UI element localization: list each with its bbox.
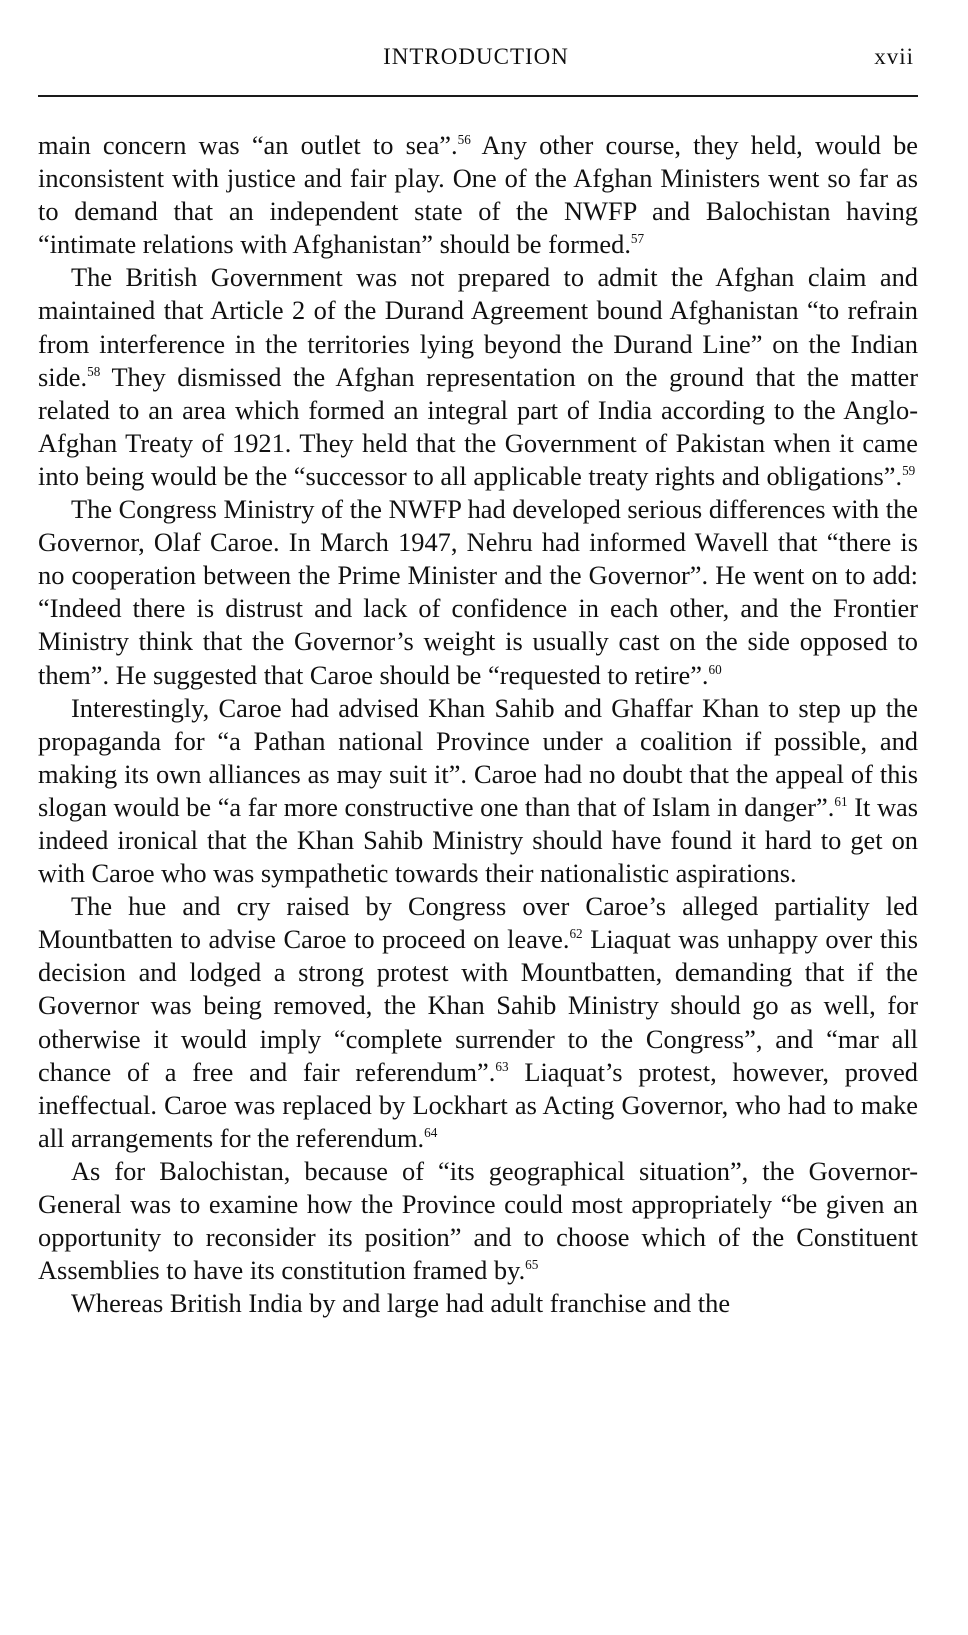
footnote-marker: 63 bbox=[495, 1058, 509, 1074]
footnote-marker: 62 bbox=[569, 926, 583, 942]
paragraph bbox=[38, 261, 918, 493]
text-run: Interestingly, Caroe had advised Khan Sahib and Ghaffar Khan to step up the propaganda for “a Pathan national Province under a coalition if possible, and making its own alliances as may suit it”. Caroe had no doubt that the appeal of this slogan would be “a far more constructive one than that of Islam in danger”. bbox=[38, 692, 918, 822]
paragraph bbox=[38, 129, 918, 261]
text-run: Liaquat was unhappy over this decision and lodged a strong protest with Mountbatten, demanding that if the Governor was being removed, the Khan Sahib Ministry should go as well, for otherwise it would imply “complete surrender to the Congress”, and “mar all chance of a free and fair referendum”. bbox=[38, 924, 918, 1087]
text-run: The British Government was not prepared to admit the Afghan claim and maintained that Article 2 of the Durand Agreement bound Afghanistan “to refrain from interference in the territories lying beyond the Durand Line” on the Indian side. bbox=[38, 262, 918, 392]
footnote-marker: 58 bbox=[87, 363, 101, 379]
text-run: Whereas British India by and large had adult franchise and the bbox=[71, 1288, 731, 1319]
text-run: main concern was “an outlet to sea”. bbox=[38, 130, 458, 160]
footnote-marker: 59 bbox=[902, 463, 916, 479]
footnote-marker: 60 bbox=[708, 661, 722, 677]
text-run: Any other course, they held, would be inconsistent with justice and fair play. One of the Afghan Ministers went so far as to demand that an independent state of the NWFP and Balochistan having “intimate relations with Afghanistan” should be formed. bbox=[38, 130, 918, 260]
paragraph bbox=[38, 692, 918, 891]
footnote-marker: 56 bbox=[457, 132, 471, 148]
text-run: They dismissed the Afghan representation on the ground that the matter related to an area which formed an integral part of India according to the Anglo-Afghan Treaty of 1921. They held that the Government of Pakistan when it came into being would be the “successor to all applicable treaty rights and obligations”. bbox=[38, 361, 918, 491]
text-run: It was indeed ironical that the Khan Sahib Ministry should have found it hard to get on with Caroe who was sympathetic towards their nationalistic aspirations. bbox=[38, 791, 919, 889]
text-run: As for Balochistan, because of “its geographical situation”, the Governor-General was to examine how the Province could most appropriately “be given an opportunity to reconsider its position” and to choose which of the Constituent Assemblies to have its constitution framed by. bbox=[38, 1155, 918, 1286]
footnote-marker: 61 bbox=[834, 793, 848, 809]
footnote-marker: 57 bbox=[630, 231, 645, 247]
footnote-marker: 64 bbox=[424, 1124, 438, 1140]
paragraph bbox=[38, 1287, 918, 1320]
header-rule bbox=[38, 95, 918, 97]
text-run: Liaquat’s protest, however, proved ineffectual. Caroe was replaced by Lockhart as Acting Governor, who had to make all arrangements for the referendum. bbox=[38, 1056, 919, 1153]
text-run: The hue and cry raised by Congress over Caroe’s alleged partiality led Mountbatten to advise Caroe to proceed on leave. bbox=[38, 891, 918, 955]
paragraph bbox=[38, 493, 918, 692]
running-title: INTRODUCTION bbox=[383, 44, 569, 69]
footnote-marker: 65 bbox=[525, 1257, 539, 1273]
text-run: The Congress Ministry of the NWFP had developed serious differences with the Governor, Olaf Caroe. In March 1947, Nehru had informed Wavell that “there is no cooperation between the Prime Minister and the Governor”. He went on to add: “Indeed there is distrust and lack of confidence in each other, and the Frontier Ministry think that the Governor’s weight is usually cast on the side opposed to them”. He suggested that Caroe should be “requested to retire”. bbox=[38, 494, 918, 690]
paragraph bbox=[38, 890, 918, 1155]
running-header bbox=[38, 44, 914, 76]
page-number: xvii bbox=[874, 44, 914, 69]
paragraph bbox=[38, 1155, 918, 1287]
body-text bbox=[38, 129, 918, 1320]
